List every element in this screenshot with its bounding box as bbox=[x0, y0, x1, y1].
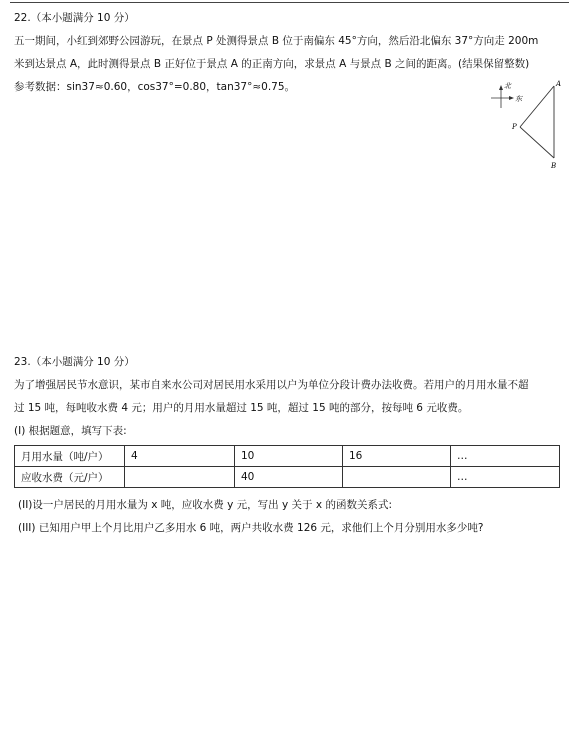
table-cell-header: 月用水量（吨/户） bbox=[15, 446, 125, 467]
question-23-part-3: (III) 已知用户甲上个月比用户乙多用水 6 吨，两户共收水费 126 元，求他们上个月分别用水多少吨? bbox=[18, 522, 484, 534]
question-23-text-line-1: 为了增强居民节水意识，某市自来水公司对居民用水采用以户为单位分段计费办法收费。若用户的月用水量不超 bbox=[14, 379, 529, 391]
table-row bbox=[15, 446, 560, 467]
north-label: 北 bbox=[504, 82, 511, 90]
point-b-label: B bbox=[551, 162, 557, 170]
question-23-part-2: (II)设一户居民的月用水量为 x 吨，应收水费 y 元，写出 y 关于 x 的函数关系式: bbox=[18, 499, 392, 511]
table-cell: … bbox=[451, 467, 560, 488]
question-22-text-line-2: 米到达景点 A，此时测得景点 B 正好位于景点 A 的正南方向，求景点 A 与景点 B 之间的距离。(结果保留整数) bbox=[14, 58, 530, 70]
table-cell-blank[interactable] bbox=[343, 467, 451, 488]
table-cell: … bbox=[451, 446, 560, 467]
question-22-text-line-1: 五一期间，小红到郊野公园游玩，在景点 P 处测得景点 B 位于南偏东 45°方向，然后沿北偏东 37°方向走 200m bbox=[14, 35, 539, 47]
geometry-figure bbox=[486, 74, 566, 174]
question-22-reference-data: 参考数据：sin37≈0.60，cos37°=0.80，tan37°≈0.75。 bbox=[14, 81, 296, 93]
question-22-title: 22.（本小题满分 10 分） bbox=[14, 12, 135, 24]
table-cell: 40 bbox=[235, 467, 343, 488]
point-p-label: P bbox=[512, 123, 517, 131]
table-cell: 16 bbox=[343, 446, 451, 467]
question-23-title: 23.（本小题满分 10 分） bbox=[14, 356, 135, 368]
segment-pa bbox=[520, 86, 554, 127]
top-divider bbox=[10, 2, 569, 3]
table-cell-blank[interactable] bbox=[125, 467, 235, 488]
water-fee-table bbox=[14, 445, 560, 488]
question-23-text-line-2: 过 15 吨，每吨收水费 4 元；用户的月用水量超过 15 吨，超过 15 吨的部分，按每吨 6 元收费。 bbox=[14, 402, 469, 414]
east-label: 东 bbox=[515, 95, 522, 103]
table-cell-header: 应收水费（元/户） bbox=[15, 467, 125, 488]
table-cell: 10 bbox=[235, 446, 343, 467]
table-row bbox=[15, 467, 560, 488]
question-23-part-1: (I) 根据题意，填写下表: bbox=[14, 425, 127, 437]
segment-pb bbox=[520, 127, 554, 158]
table-cell: 4 bbox=[125, 446, 235, 467]
point-a-label: A bbox=[556, 80, 562, 88]
